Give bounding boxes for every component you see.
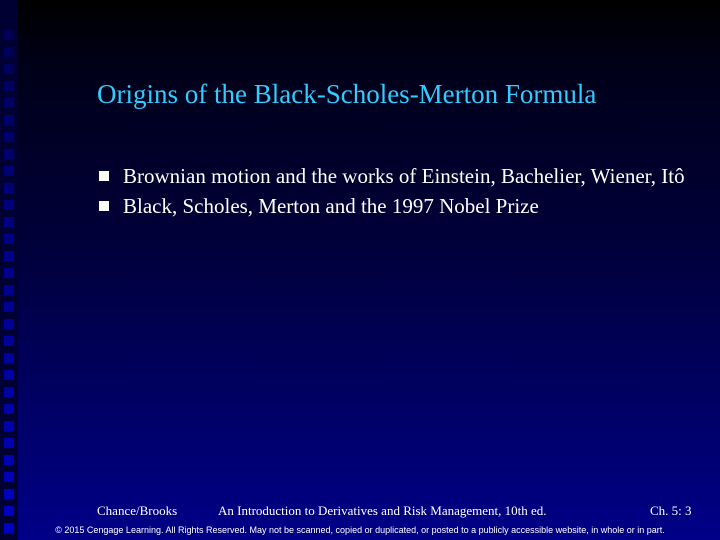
- decorative-square: [4, 336, 14, 346]
- decorative-square: [4, 81, 14, 91]
- decorative-square: [4, 183, 14, 193]
- decorative-square: [4, 132, 14, 142]
- decorative-square: [4, 200, 14, 210]
- bullet-item: [97, 193, 697, 219]
- decorative-square: [4, 319, 14, 329]
- decorative-square: [4, 217, 14, 227]
- decorative-square: [4, 30, 14, 40]
- decorative-square: [4, 166, 14, 176]
- bullet-list: [97, 163, 697, 223]
- decorative-square: [4, 149, 14, 159]
- square-bullet-icon: [99, 201, 109, 211]
- decorative-square: [4, 268, 14, 278]
- decorative-square: [4, 98, 14, 108]
- decorative-square-strip: [0, 0, 18, 540]
- decorative-square: [4, 472, 14, 482]
- slide-title: Origins of the Black-Scholes-Merton Formula: [97, 79, 597, 109]
- decorative-square: [4, 421, 14, 431]
- copyright-notice: © 2015 Cengage Learning. All Rights Reserved. May not be scanned, copied or duplicated, or posted to a publicly accessible website, in whole or in part.: [55, 525, 665, 535]
- decorative-square: [4, 455, 14, 465]
- bullet-text: Black, Scholes, Merton and the 1997 Nobel Prize: [123, 194, 539, 218]
- decorative-square: [4, 370, 14, 380]
- bullet-text: Brownian motion and the works of Einstein, Bachelier, Wiener, Itô: [123, 164, 685, 188]
- footer-author: Chance/Brooks: [97, 503, 178, 518]
- decorative-square: [4, 115, 14, 125]
- decorative-square: [4, 285, 14, 295]
- decorative-square: [4, 234, 14, 244]
- bullet-item: [97, 163, 697, 189]
- decorative-square: [4, 438, 14, 448]
- footer-slide-number: Ch. 5: 3: [650, 503, 692, 518]
- decorative-square: [4, 251, 14, 261]
- decorative-square: [4, 47, 14, 57]
- decorative-square: [4, 353, 14, 363]
- footer-book-title: An Introduction to Derivatives and Risk Management, 10th ed.: [218, 503, 547, 518]
- decorative-square: [4, 489, 14, 499]
- decorative-square: [4, 404, 14, 414]
- decorative-square: [4, 387, 14, 397]
- decorative-square: [4, 302, 14, 312]
- square-bullet-icon: [99, 171, 109, 181]
- decorative-square: [4, 64, 14, 74]
- decorative-square: [4, 506, 14, 516]
